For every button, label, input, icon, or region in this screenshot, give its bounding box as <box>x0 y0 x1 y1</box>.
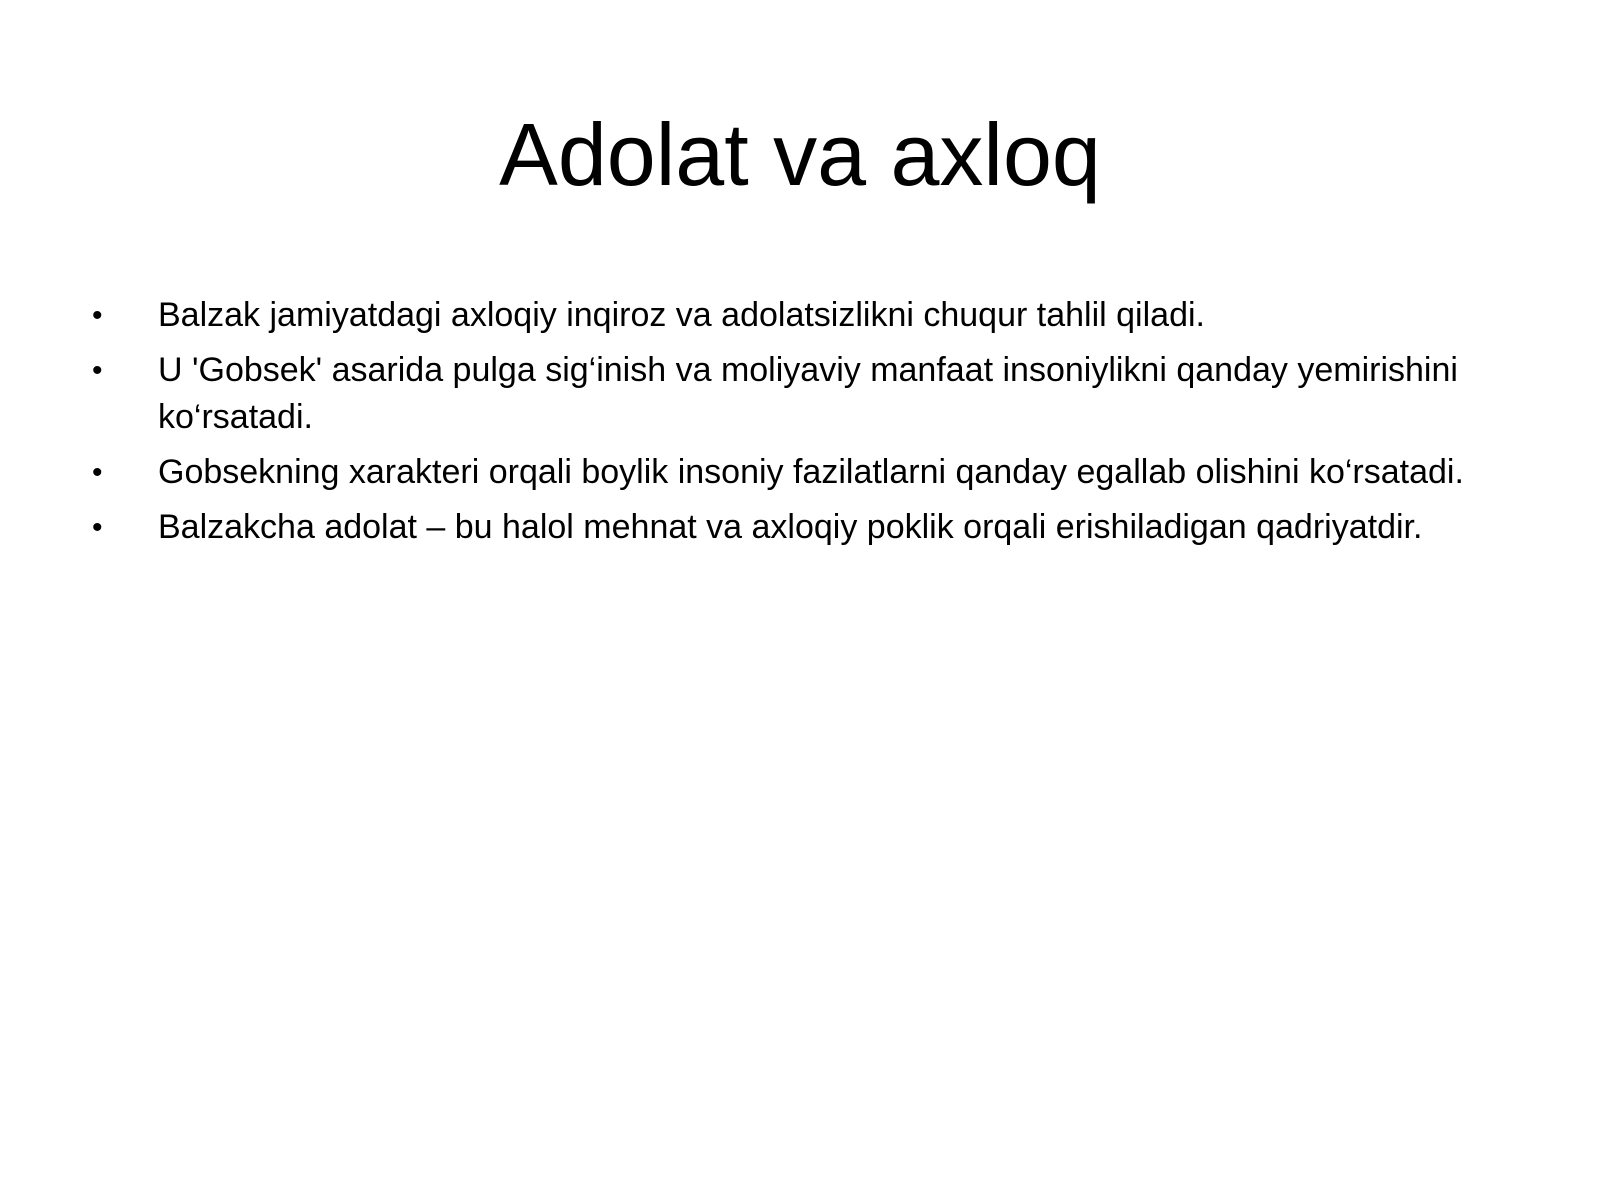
list-item <box>92 347 1512 441</box>
list-item <box>92 449 1512 496</box>
list-item <box>92 292 1512 339</box>
list-item <box>92 504 1512 551</box>
bullet-icon: • <box>92 456 103 489</box>
bullet-icon: • <box>92 299 103 332</box>
bullet-list <box>92 292 1512 559</box>
bullet-icon: • <box>92 354 103 387</box>
bullet-text: Balzakcha adolat – bu halol mehnat va axloqiy poklik orqali erishiladigan qadriyatdir. <box>158 508 1423 546</box>
bullet-text: U 'Gobsek' asarida pulga sig‘inish va moliyaviy manfaat insoniylikni qanday yemirishini ko‘rsatadi. <box>158 351 1458 436</box>
bullet-text: Gobsekning xarakteri orqali boylik insoniy fazilatlarni qanday egallab olishini ko‘rsatadi. <box>158 453 1464 491</box>
bullet-text: Balzak jamiyatdagi axloqiy inqiroz va adolatsizlikni chuqur tahlil qiladi. <box>158 296 1205 334</box>
slide-title: Adolat va axloq <box>499 105 1101 204</box>
bullet-icon: • <box>92 511 103 544</box>
